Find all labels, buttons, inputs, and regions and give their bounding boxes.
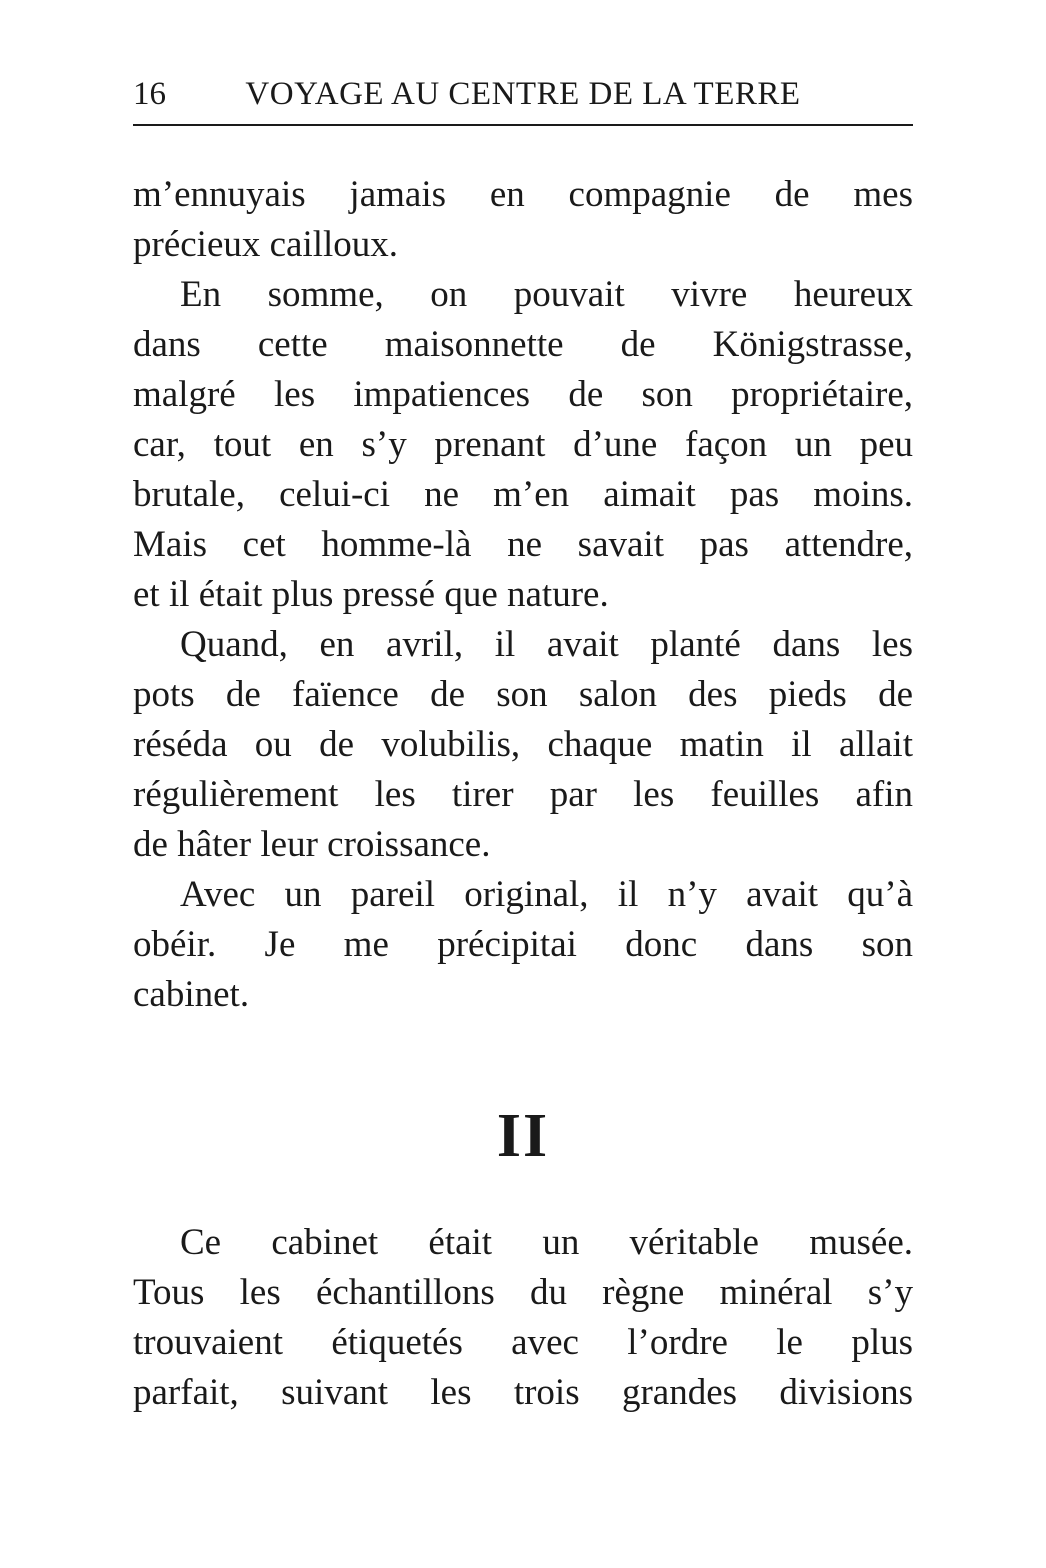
page-body xyxy=(133,170,913,1418)
text-line: obéir. Je me précipitai donc dans son xyxy=(133,924,913,965)
running-title: VOYAGE AU CENTRE DE LA TERRE xyxy=(245,76,801,112)
paragraph xyxy=(133,1218,913,1418)
text-line: Ce cabinet était un véritable musée. xyxy=(180,1222,913,1263)
page-header xyxy=(133,74,913,114)
header-rule xyxy=(133,124,913,126)
page-number: 16 xyxy=(133,76,166,112)
text-line: trouvaient étiquetés avec l’ordre le plus xyxy=(133,1322,913,1363)
text-line: Mais cet homme-là ne savait pas attendre, xyxy=(133,524,913,565)
text-line: et il était plus pressé que nature. xyxy=(133,574,609,615)
text-line: régulièrement les tirer par les feuilles afin xyxy=(133,774,913,815)
text-line: dans cette maisonnette de Königstrasse, xyxy=(133,324,913,365)
text-line: parfait, suivant les trois grandes divisions xyxy=(133,1372,913,1413)
paragraph xyxy=(133,620,913,870)
text-line: réséda ou de volubilis, chaque matin il allait xyxy=(133,724,913,765)
text-line: précieux cailloux. xyxy=(133,224,399,265)
paragraph xyxy=(133,270,913,620)
text-line: Avec un pareil original, il n’y avait qu’à xyxy=(180,874,913,915)
chapter-heading: II xyxy=(496,1102,550,1170)
text-line: Quand, en avril, il avait planté dans les xyxy=(180,624,913,665)
text-line: pots de faïence de son salon des pieds de xyxy=(133,674,913,715)
text-line: car, tout en s’y prenant d’une façon un peu xyxy=(133,424,913,465)
text-line: brutale, celui-ci ne m’en aimait pas moins. xyxy=(133,474,913,515)
paragraph xyxy=(133,170,913,270)
text-line: m’ennuyais jamais en compagnie de mes xyxy=(133,174,913,215)
text-line: En somme, on pouvait vivre heureux xyxy=(180,274,913,315)
paragraph xyxy=(133,870,913,1020)
text-line: Tous les échantillons du règne minéral s’y xyxy=(133,1272,913,1313)
text-line: de hâter leur croissance. xyxy=(133,824,491,865)
text-line: malgré les impatiences de son propriétaire, xyxy=(133,374,913,415)
text-line: cabinet. xyxy=(133,974,250,1015)
